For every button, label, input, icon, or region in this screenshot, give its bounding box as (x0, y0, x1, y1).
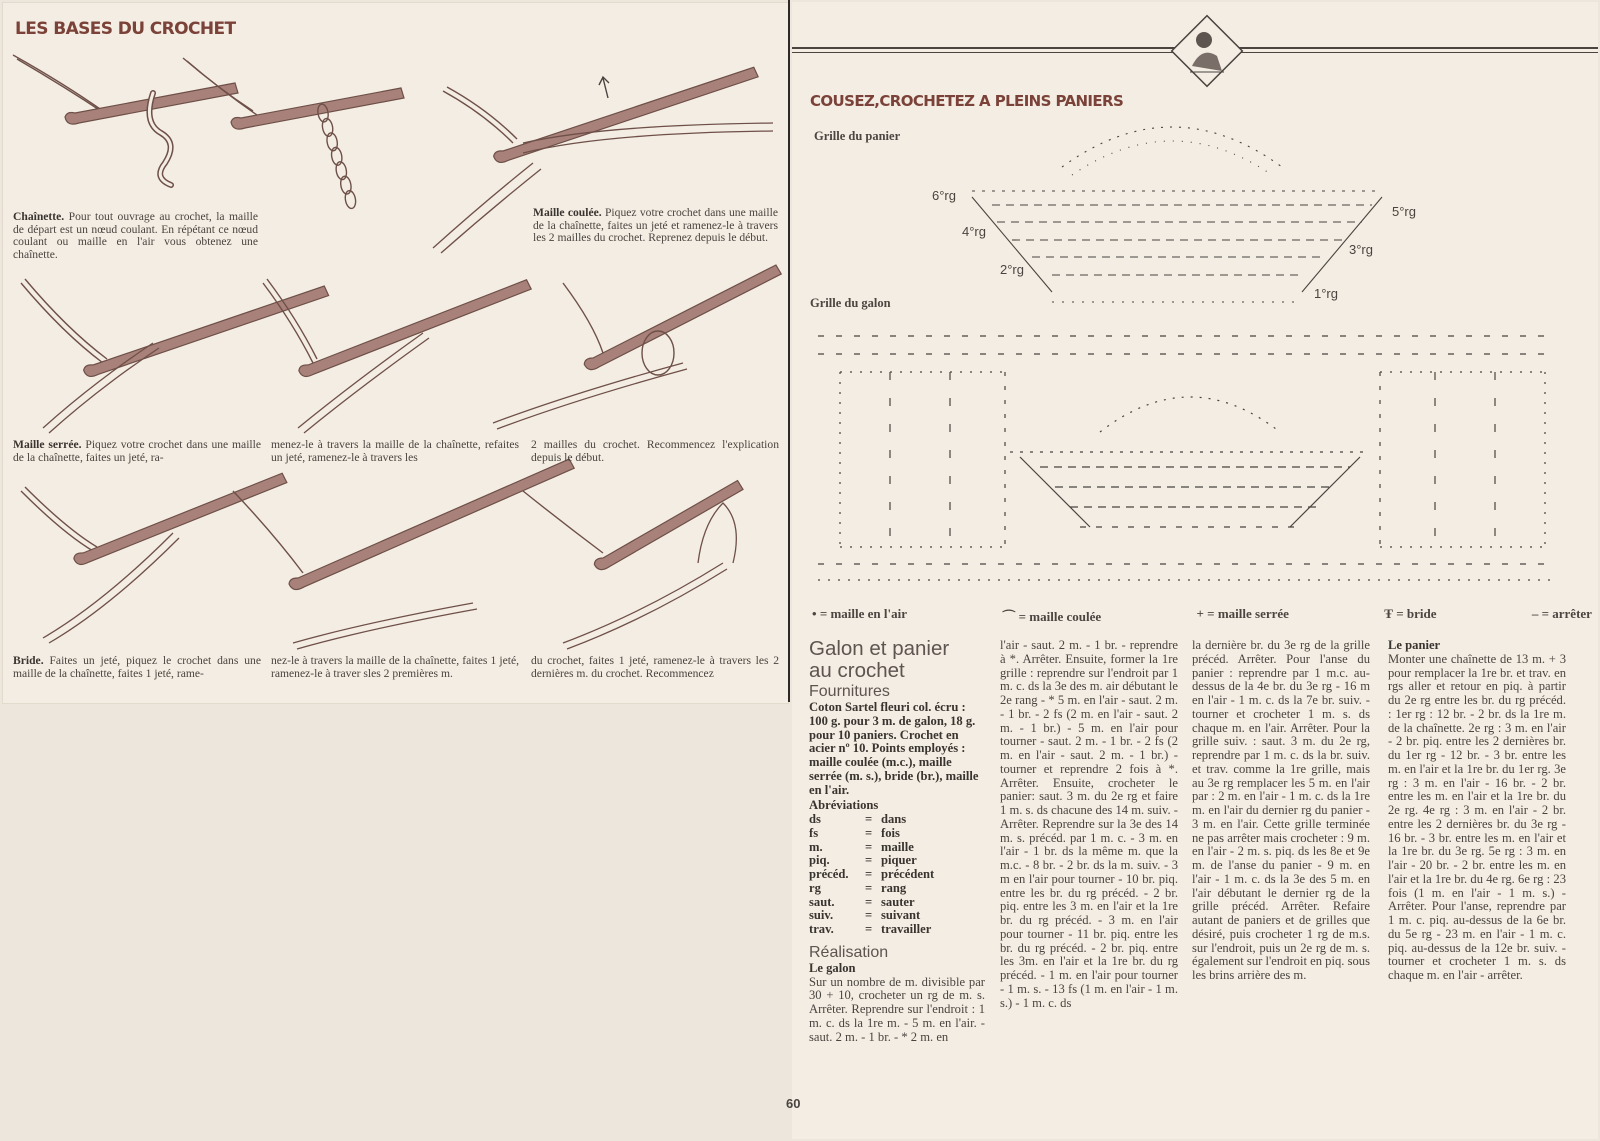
caption-bride-col1 (13, 655, 261, 680)
term-maille-coulee: Maille coulée. (533, 206, 602, 219)
heading-fournitures: Fournitures (809, 683, 890, 700)
abbreviation-row: trav. = travailler (809, 922, 932, 936)
caption-maille-serree-col1 (13, 439, 261, 464)
abbreviation-row: précéd. = précédent (809, 867, 935, 881)
legend-maille-serree: + = maille serrée (1196, 606, 1289, 621)
article-title-1: Galon et panier (809, 637, 950, 660)
abbreviation-row: saut. = sauter (809, 894, 915, 909)
caption-maille-serree-col3: 2 mailles du crochet. Recommencez l'explication depuis le début. (531, 438, 779, 464)
galon-chart (810, 322, 1590, 597)
row-label-6: 6°rg (932, 188, 956, 203)
heading-le-galon: Le galon (809, 960, 856, 975)
text-maille-coulee: Piquez votre crochet dans une maille de la chaînette, faites un jeté et ramenez-le à travers les 2 mailles du crochet. Reprenez depuis le début. (533, 206, 778, 245)
legend-bride: Ŧ = bride (1384, 606, 1437, 621)
abbreviation-row: m. = maille (809, 839, 914, 854)
text-column-2: l'air - saut. 2 m. - 1 br. - reprendre à *. Arrêter. Ensuite, former la 1re grille : reprendre sur l'endroit par 1 m. c. ds la 3e des m. air débutant le 2e rang - * 5 m. en l'air - saut. 2 m. - 1 br. - 2 fs (2 m. en l'air - saut. 2 m. - 1 br.) - 5 m. en l'air pour tourner - saut. 2 m. - 1 br. - 2 fs (2 m. en l'air - saut. 2 m. - 1 br.) - tourner et reprendre 2 fois à *. Arrêter. Ensuite, crocheter le panier: saut. 3 m. du 2e rg et faire 1 m. s. ds chacune des 14 m. suiv. - Arrêter. Reprendre sur la 3e des 14 m. s. précéd. par 1 m. c. - 3 m. en l'air - 1 br. ds la même m. que la m.c. - 8 br. - 2 br. ds la m. suiv. - 3 m en l'air pour tourner - 10 br. piq. entre les br. du rg précéd. - 2 br. piq. entre les 3 m. en l'air et la 1re br. du rg précéd. - 3 m. en l'air pour tourner - 11 br. piq. entre les br. du rg précéd. - 2 br. piq. entre les 3m. en l'air et la 1re br. du rg précéd. - 1 m. en l'air pour tourner - 1 m. s. - 13 fs (1 m. en l'air - 1 m. s.) - 1 m. c. ds (1000, 638, 1178, 1010)
heading-realisation: Réalisation (809, 943, 889, 961)
fournitures-text: Coton Sartel fleuri col. écru : 100 g. pour 3 m. de galon, 18 g. pour 10 paniers. Crochet en acier nº 10. Points employés : maille coulée (m.c.), maille serrée (m. s.), bride (br.), maille en l'air. (809, 700, 979, 797)
term-chainette: Chaînette. (13, 210, 65, 223)
abbreviation-row: piq. = piquer (809, 853, 917, 868)
panier-text: Monter une chaînette de 13 m. + 3 pour remplacer la 1re br. et trav. en rgs aller et retour en piq. à partir du 2e rg entre les br. du rg précéd. : 1er rg : 12 br. - 2 br. ds la 1re m. de la chaînette. 2e rg : 3 m. en l'air - 2 br. piq. entre les 2 dernières br. du 1er rg - 12 br. - 3 br. entre les m. en l'air et la 1re br. du 1er rg. 3e rg : 3 m. en l'air - 16 br. - 2 br. entre les m. en l'air et la 1re br. du 2e rg. 4e rg : 3 m. en l'air - 2 br. entre les 2 dernières br. du 3e rg - 16 br. - 3 br. entre les m. en l'air et la 1re br. du 3e rg. 5e rg : 3 m. en l'air - 20 br. - 2 br. entre les m. en l'air et la 1re br. du 4e rg. 6e rg : 23 fois (1 m. en l'air - 1 m. s.) - Arrêter. Pour l'anse, reprendre par 1 m. c. piq. au-dessus de la 6e br. du 5e rg - 23 m. en l'air - 1 m. c. piq. au-dessus de la 12e br. suiv. - tourner et crocheter 1 m. s. ds chaque m. en l'air - arrêter. (1388, 651, 1566, 982)
legend-maille-en-lair: • = maille en l'air (812, 606, 908, 621)
row-label-4: 4°rg (962, 224, 986, 239)
abbreviation-row: suiv. = suivant (809, 908, 921, 923)
illustration-maille-serree (21, 264, 793, 433)
heading-le-panier: Le panier (1388, 638, 1441, 652)
text-maille-serree-1: Piquez votre crochet dans une maille de la chaînette, faites un jeté, ra- (13, 438, 261, 464)
gutter-line (788, 0, 790, 702)
crochet-illustrations (3, 3, 788, 703)
caption-bride-col3: du crochet, faites 1 jeté, ramenez-le à travers les 2 dernières m. du crochet. Recommencez (531, 654, 779, 680)
row-label-5: 5°rg (1392, 204, 1416, 219)
term-bride: Bride. (13, 654, 44, 667)
right-page-title: COUSEZ,CROCHETEZ A PLEINS PANIERS (810, 92, 1124, 110)
label-grille-galon: Grille du galon (810, 296, 891, 310)
text-column-3: la dernière br. du 3e rg de la grille précéd. Arrêter. Pour l'anse du panier : reprendre par 1 m.c. au-dessus de la 4e br. du 3e rg - 16 m en l'air - 1 m. c. ds la 7e br. suiv. - tourner et crocheter 1 m. s. ds chaque m. en l'air. Arrêter. Pour la grille suiv. : saut. 3 m. du 2e rg, reprendre par 1 m. c. ds la br. suiv. et trav. comme la 1re grille, mais au 3e rg remplacer les 5 m. en l'air par : 2 m. en l'air - 1 m. c. ds la 1re m. en l'air du dernier rg du panier - 3 m. en l'air. Cette grille terminée ne pas arrêter mais crocheter : 9 m. en l'air - 2 m. s. piq. ds les 8e et 9e m. de l'anse du panier - 9 m. en l'air - 1 m. c. ds la 3e des 5 m. en l'air débutant le dernier rg de la grille précéd. Arrêter. Refaire autant de paniers et de grilles que désiré, puis crocheter 1 rg de m.s. sur l'endroit, puis un 2e rg de m. s. également sur l'endroit en piq. sous les brins arrière des m. (1192, 638, 1370, 982)
legend-maille-coulee: ⌒ = maille coulée (1002, 609, 1102, 624)
row-label-1: 1°rg (1314, 286, 1338, 301)
text-bride-1: Faites un jeté, piquez le crochet dans une maille de la chaînette, faites 1 jeté, rame- (13, 654, 261, 680)
page-number: 60 (786, 1096, 801, 1111)
text-column-4 (1388, 639, 1566, 983)
illustration-bride (21, 458, 754, 649)
article-title-2: au crochet (809, 659, 905, 682)
emblem-icon (1162, 6, 1252, 96)
caption-maille-serree-col2: menez-le à travers la maille de la chaînette, refaites un jeté, ramenez-le à travers les (271, 438, 519, 464)
chart-legend (812, 606, 1592, 625)
text-column-1 (809, 638, 985, 1044)
galon-text: Sur un nombre de m. divisible par 30 + 10, crocheter un rg de m. s. Arrêter. Reprendre sur l'endroit : 1 m. c. ds la 1re m. - 5 m. en l'air. - saut. 2 m. - 1 br. - * 2 m. en (809, 974, 985, 1044)
label-grille-panier: Grille du panier (814, 129, 901, 143)
caption-chainette (13, 211, 258, 261)
abbreviation-row: fs = fois (809, 825, 900, 840)
text-chainette: Pour tout ouvrage au crochet, la maille de départ est un nœud coulant. En répétant ce nœud coulant ou maille en l'air vous obtenez une chaînette. (13, 210, 258, 261)
abbreviation-list (809, 813, 985, 937)
right-page (786, 2, 1598, 1139)
illustration-chainette (13, 55, 404, 209)
heading-abreviations: Abréviations (809, 798, 879, 813)
abbreviation-row: ds = dans (809, 812, 907, 826)
row-label-3: 3°rg (1349, 242, 1373, 257)
caption-bride-col2: nez-le à travers la maille de la chaînette, faites 1 jeté, ramenez-le à traver sles 2 premières m. (271, 654, 519, 680)
caption-maille-coulee (533, 207, 778, 245)
term-maille-serree: Maille serrée. (13, 438, 82, 451)
left-page-title: LES BASES DU CROCHET (15, 19, 236, 39)
legend-arreter: – = arrêter (1531, 606, 1592, 621)
abbreviation-row: rg = rang (809, 880, 907, 895)
basket-chart (942, 97, 1462, 312)
left-page (2, 2, 789, 704)
row-label-2: 2°rg (1000, 262, 1024, 277)
